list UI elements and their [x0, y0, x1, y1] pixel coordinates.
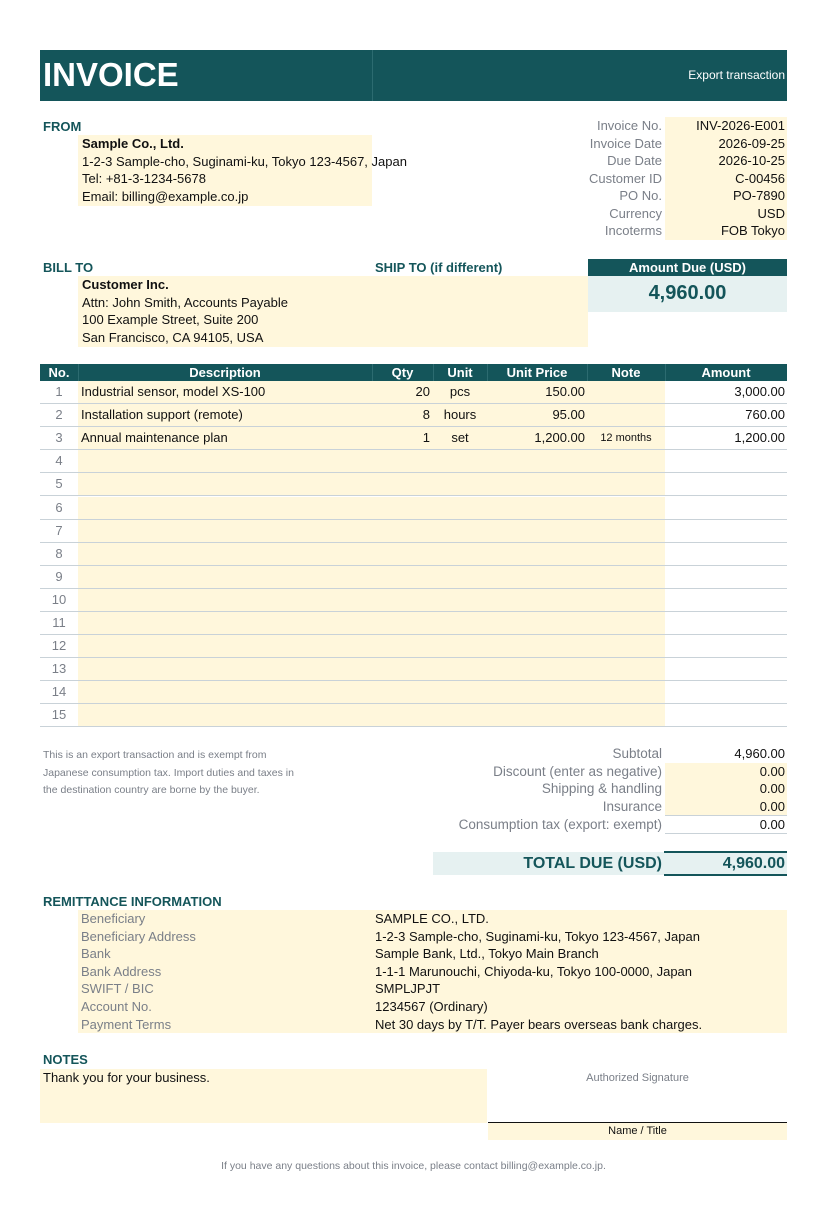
- qty-cell[interactable]: [372, 473, 430, 495]
- remittance-value[interactable]: SAMPLE CO., LTD.: [375, 911, 489, 926]
- ship-to-heading: SHIP TO (if different): [375, 260, 503, 275]
- description-cell[interactable]: Annual maintenance plan: [81, 430, 228, 446]
- invoice-header-bar: [40, 50, 787, 101]
- tax-note-line: This is an export transaction and is exempt from: [43, 749, 267, 761]
- meta-label: Incoterms: [604, 223, 662, 238]
- unit-price-cell[interactable]: [488, 520, 585, 542]
- unit-cell[interactable]: [433, 543, 487, 565]
- table-row: [40, 589, 787, 612]
- row-number-cell: 14: [51, 684, 67, 700]
- total-due-rule-bottom: [664, 874, 787, 876]
- qty-cell[interactable]: 8: [422, 407, 430, 423]
- bill-to-street: 100 Example Street, Suite 200: [82, 312, 259, 327]
- note-cell[interactable]: [588, 635, 664, 657]
- amount-cell: 760.00: [745, 407, 785, 423]
- unit-cell[interactable]: [433, 520, 487, 542]
- unit-price-cell[interactable]: [488, 635, 585, 657]
- unit-cell[interactable]: [433, 473, 487, 495]
- remittance-row: [78, 998, 787, 1016]
- table-row: [40, 658, 787, 681]
- amount-cell: [665, 635, 787, 657]
- meta-invoice-no: [560, 117, 787, 135]
- amount-cell: [665, 543, 787, 565]
- note-cell[interactable]: [588, 497, 664, 519]
- table-row: [40, 404, 787, 427]
- qty-cell[interactable]: 20: [415, 384, 430, 399]
- bill-to-heading: BILL TO: [43, 260, 94, 275]
- qty-cell[interactable]: [372, 566, 430, 588]
- meta-label: Invoice Date: [589, 135, 662, 151]
- remittance-label: Bank: [81, 946, 111, 962]
- row-number-cell: 15: [51, 707, 67, 723]
- row-number-cell: 8: [55, 545, 63, 561]
- unit-price-cell[interactable]: [488, 658, 585, 680]
- description-cell[interactable]: [81, 566, 371, 588]
- unit-price-cell[interactable]: [488, 473, 585, 495]
- row-number-cell: 4: [55, 453, 63, 469]
- note-cell[interactable]: [588, 658, 664, 680]
- unit-cell[interactable]: [433, 681, 487, 703]
- meta-value[interactable]: USD: [665, 205, 787, 223]
- remittance-value[interactable]: Net 30 days by T/T. Payer bears overseas bank charges.: [375, 1016, 703, 1032]
- remittance-row: [78, 910, 787, 928]
- table-row: [40, 473, 787, 496]
- description-cell[interactable]: Industrial sensor, model XS-100: [81, 384, 266, 399]
- unit-cell[interactable]: [433, 612, 487, 634]
- row-number-cell: 2: [55, 407, 63, 423]
- notes-heading: NOTES: [43, 1052, 88, 1067]
- insurance-input[interactable]: 0.00: [665, 798, 787, 817]
- row-number-cell: 7: [55, 522, 63, 538]
- qty-cell[interactable]: [372, 681, 430, 703]
- remittance-label: SWIFT / BIC: [81, 981, 154, 997]
- meta-value[interactable]: PO-7890: [665, 187, 787, 205]
- unit-cell[interactable]: [433, 658, 487, 680]
- qty-cell[interactable]: [372, 450, 430, 472]
- unit-price-cell[interactable]: [488, 704, 585, 726]
- unit-price-cell[interactable]: 1,200.00: [534, 430, 585, 446]
- unit-cell[interactable]: set: [451, 430, 469, 446]
- bill-to-company: Customer Inc.: [82, 277, 169, 292]
- meta-label: Invoice No.: [596, 118, 662, 133]
- unit-price-cell[interactable]: 150.00: [545, 384, 585, 399]
- meta-label: PO No.: [619, 188, 662, 203]
- remittance-row: [78, 963, 787, 981]
- bill-to-city: San Francisco, CA 94105, USA: [82, 329, 264, 345]
- description-cell[interactable]: [81, 473, 371, 495]
- note-cell[interactable]: [588, 681, 664, 703]
- from-heading: FROM: [43, 119, 82, 134]
- row-number-cell: 12: [51, 638, 67, 654]
- unit-cell[interactable]: hours: [443, 407, 477, 423]
- amount-cell: [665, 450, 787, 472]
- meta-label: Currency: [609, 205, 662, 221]
- amount-cell: [665, 612, 787, 634]
- table-row: [40, 566, 787, 589]
- remittance-label: Beneficiary Address: [81, 928, 196, 944]
- meta-value[interactable]: FOB Tokyo: [665, 222, 787, 240]
- export-transaction-tag: Export transaction: [688, 68, 785, 82]
- unit-cell[interactable]: pcs: [449, 384, 471, 399]
- from-company: Sample Co., Ltd.: [82, 136, 184, 151]
- note-cell[interactable]: [588, 566, 664, 588]
- consumption-tax-value: 0.00: [665, 816, 787, 835]
- total-label: Insurance: [602, 798, 662, 814]
- row-number-cell: 13: [51, 661, 67, 677]
- qty-cell[interactable]: [372, 658, 430, 680]
- remittance-value[interactable]: 1234567 (Ordinary): [375, 999, 488, 1014]
- remittance-label: Payment Terms: [81, 1016, 172, 1032]
- unit-cell[interactable]: [433, 566, 487, 588]
- amount-due-label: Amount Due (USD): [588, 259, 787, 276]
- remittance-value[interactable]: 1-2-3 Sample-cho, Suginami-ku, Tokyo 123-4567, Japan: [375, 928, 700, 944]
- col-description-header: Description: [189, 365, 261, 380]
- unit-price-cell[interactable]: [488, 566, 585, 588]
- description-cell[interactable]: [81, 497, 371, 519]
- unit-cell[interactable]: [433, 704, 487, 726]
- col-qty-header: Qty: [391, 365, 414, 380]
- unit-price-cell[interactable]: [488, 681, 585, 703]
- amount-cell: [665, 589, 787, 611]
- qty-cell[interactable]: [372, 704, 430, 726]
- note-cell[interactable]: [588, 704, 664, 726]
- table-row: [40, 612, 787, 635]
- meta-currency: [560, 205, 787, 223]
- consumption-tax-row: [400, 816, 787, 834]
- amount-cell: [665, 520, 787, 542]
- description-cell[interactable]: [81, 658, 371, 680]
- unit-price-cell[interactable]: [488, 450, 585, 472]
- qty-cell[interactable]: [372, 589, 430, 611]
- description-cell[interactable]: [81, 635, 371, 657]
- unit-price-cell[interactable]: [488, 543, 585, 565]
- table-row: [40, 543, 787, 566]
- meta-label: Customer ID: [589, 170, 662, 186]
- from-tel: Tel: +81-3-1234-5678: [82, 171, 206, 186]
- table-row: [40, 704, 787, 727]
- table-row: [40, 450, 787, 473]
- meta-due-date: [560, 152, 787, 170]
- remittance-value[interactable]: Sample Bank, Ltd., Tokyo Main Branch: [375, 946, 599, 962]
- amount-cell: 3,000.00: [734, 384, 785, 399]
- insurance-row: [400, 798, 787, 816]
- description-cell[interactable]: Installation support (remote): [81, 407, 243, 423]
- subtotal-value: 4,960.00: [734, 746, 785, 761]
- total-label: Shipping & handling: [541, 781, 662, 796]
- total-due-value: 4,960.00: [722, 855, 785, 872]
- description-cell[interactable]: [81, 612, 371, 634]
- table-row: [40, 681, 787, 704]
- meta-value[interactable]: 2026-10-25: [665, 152, 787, 170]
- amount-cell: [665, 681, 787, 703]
- amount-cell: [665, 497, 787, 519]
- col-unit-header: Unit: [447, 365, 473, 380]
- note-cell[interactable]: [588, 589, 664, 611]
- amount-cell: [665, 658, 787, 680]
- total-label: Discount (enter as negative): [493, 763, 662, 779]
- table-row: [40, 497, 787, 520]
- meta-value[interactable]: C-00456: [665, 170, 787, 188]
- unit-price-cell[interactable]: [488, 589, 585, 611]
- meta-label: Due Date: [607, 153, 662, 168]
- tax-note-line: the destination country are borne by the buyer.: [43, 784, 260, 797]
- note-cell[interactable]: [588, 543, 664, 565]
- total-label: Subtotal: [612, 746, 662, 761]
- unit-cell[interactable]: [433, 450, 487, 472]
- qty-cell[interactable]: [372, 497, 430, 519]
- note-cell[interactable]: [588, 450, 664, 472]
- description-cell[interactable]: [81, 589, 371, 611]
- note-cell[interactable]: 12 months: [600, 432, 652, 445]
- table-row: [40, 635, 787, 658]
- discount-row: [400, 763, 787, 781]
- discount-input[interactable]: 0.00: [665, 763, 787, 782]
- meta-customer-id: [560, 170, 787, 188]
- description-cell[interactable]: [81, 681, 371, 703]
- meta-incoterms: [560, 222, 787, 240]
- row-number-cell: 5: [55, 476, 63, 492]
- remittance-label: Beneficiary: [81, 911, 146, 926]
- remittance-label: Account No.: [81, 999, 152, 1014]
- qty-cell[interactable]: [372, 520, 430, 542]
- header-divider: [372, 50, 373, 101]
- row-number-cell: 6: [55, 499, 63, 515]
- remittance-row: [78, 945, 787, 963]
- row-number-cell: 3: [55, 430, 63, 446]
- shipping-row: [400, 780, 787, 798]
- col-note-header: Note: [611, 365, 641, 380]
- note-cell[interactable]: [588, 381, 664, 403]
- notes-field[interactable]: Thank you for your business.: [40, 1069, 487, 1123]
- total-due-label: TOTAL DUE (USD): [523, 855, 662, 872]
- col-unit-price-header: Unit Price: [506, 365, 568, 380]
- table-row: [40, 427, 787, 450]
- description-cell[interactable]: [81, 543, 371, 565]
- tax-exemption-note: [43, 747, 294, 800]
- description-cell[interactable]: [81, 520, 371, 542]
- row-number-cell: 10: [51, 591, 67, 607]
- row-number-cell: 1: [55, 384, 63, 399]
- col-no-header: No.: [48, 365, 70, 380]
- remittance-value[interactable]: 1-1-1 Marunouchi, Chiyoda-ku, Tokyo 100-0000, Japan: [375, 963, 693, 979]
- note-cell[interactable]: [588, 473, 664, 495]
- from-email: Email: billing@example.co.jp: [82, 188, 249, 204]
- remittance-row: [78, 928, 787, 946]
- table-row: [40, 520, 787, 543]
- row-number-cell: 9: [55, 568, 63, 584]
- amount-due-value: 4,960.00: [588, 276, 787, 312]
- description-cell[interactable]: [81, 450, 371, 472]
- remittance-row: [78, 1016, 787, 1034]
- remittance-label: Bank Address: [81, 963, 162, 979]
- qty-cell[interactable]: [372, 635, 430, 657]
- note-cell[interactable]: [588, 612, 664, 634]
- col-amount-header: Amount: [701, 365, 751, 380]
- authorized-signature-label: Authorized Signature: [586, 1072, 689, 1084]
- amount-cell: 1,200.00: [734, 430, 785, 446]
- remittance-value[interactable]: SMPLJPJT: [375, 981, 441, 997]
- unit-cell[interactable]: [433, 497, 487, 519]
- qty-cell[interactable]: [372, 543, 430, 565]
- tax-note-line: Japanese consumption tax. Import duties and taxes in: [43, 766, 294, 779]
- table-row: [40, 381, 787, 404]
- meta-po-no: [560, 187, 787, 205]
- remittance-heading: REMITTANCE INFORMATION: [43, 894, 222, 909]
- name-title-field[interactable]: Name / Title: [488, 1123, 787, 1140]
- total-label: Consumption tax (export: exempt): [458, 816, 662, 832]
- unit-price-cell[interactable]: 95.00: [552, 407, 585, 423]
- note-cell[interactable]: [588, 404, 664, 426]
- subtotal-row: [400, 745, 787, 763]
- unit-price-cell[interactable]: [488, 497, 585, 519]
- unit-cell[interactable]: [433, 635, 487, 657]
- amount-cell: [665, 473, 787, 495]
- items-table-header: [40, 364, 787, 381]
- meta-invoice-date: [560, 135, 787, 153]
- footer-contact: If you have any questions about this invoice, please contact billing@example.co.jp.: [221, 1160, 606, 1172]
- bill-to-attn: Attn: John Smith, Accounts Payable: [82, 294, 288, 310]
- invoice-title: INVOICE: [43, 56, 179, 93]
- unit-cell[interactable]: [433, 589, 487, 611]
- amount-cell: [665, 704, 787, 726]
- meta-value[interactable]: 2026-09-25: [665, 135, 787, 153]
- remittance-row: [78, 980, 787, 998]
- meta-value[interactable]: INV-2026-E001: [665, 117, 787, 135]
- unit-price-cell[interactable]: [488, 612, 585, 634]
- description-cell[interactable]: [81, 704, 371, 726]
- shipping-input[interactable]: 0.00: [665, 780, 787, 799]
- note-cell[interactable]: [588, 520, 664, 542]
- from-address: 1-2-3 Sample-cho, Suginami-ku, Tokyo 123-4567, Japan: [82, 153, 407, 169]
- qty-cell[interactable]: [372, 612, 430, 634]
- qty-cell[interactable]: 1: [422, 430, 430, 446]
- row-number-cell: 11: [52, 615, 66, 630]
- amount-cell: [665, 566, 787, 588]
